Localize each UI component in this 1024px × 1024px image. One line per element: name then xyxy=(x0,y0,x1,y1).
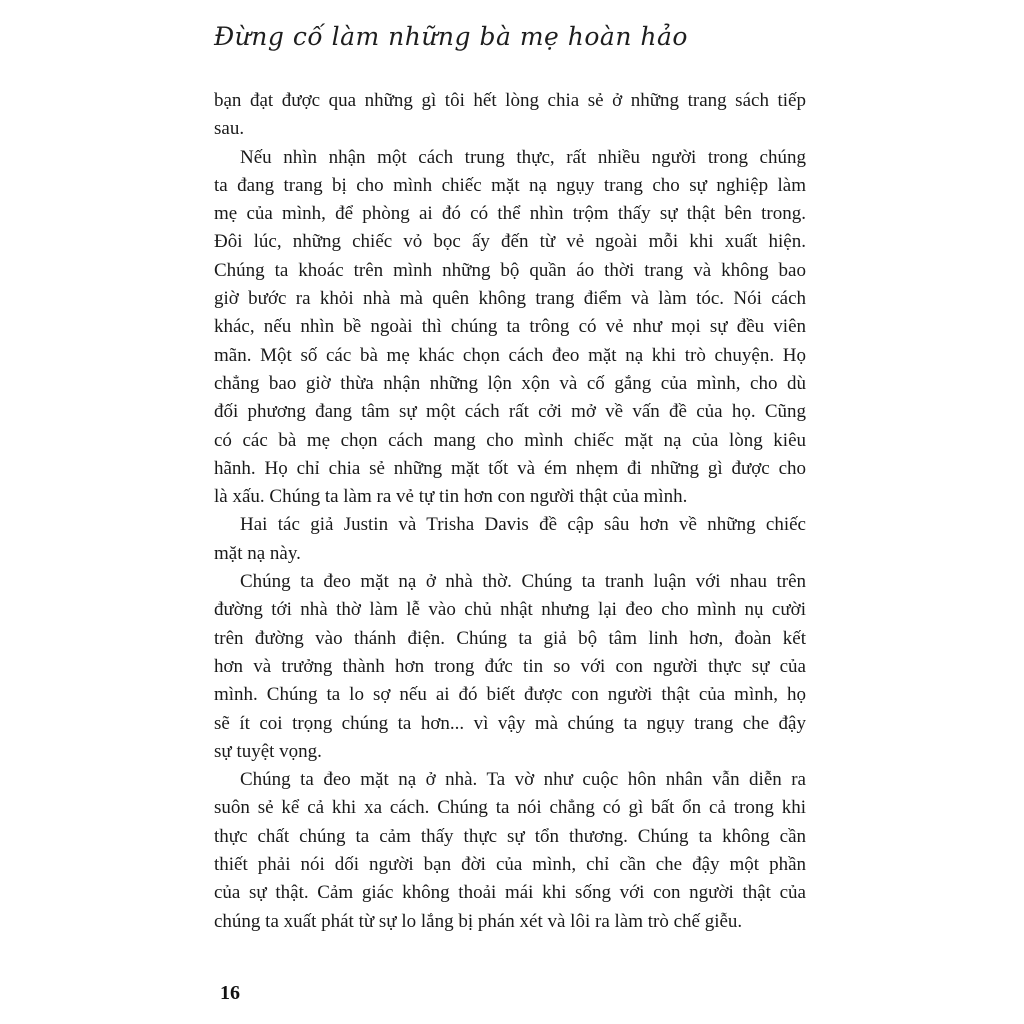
text-line: của sự thật. Cảm giác không thoải mái khi sống với con người thật của xyxy=(214,882,806,904)
text-line: là xấu. Chúng ta làm ra vẻ tự tin hơn con người thật của mình. xyxy=(214,486,688,508)
text-line: Chúng ta đeo mặt nạ ở nhà thờ. Chúng ta tranh luận với nhau trên xyxy=(240,571,806,593)
text-line: sau. xyxy=(214,118,245,140)
paragraph xyxy=(214,766,806,936)
paragraph xyxy=(214,511,806,568)
text-line: mặt nạ này. xyxy=(214,542,301,564)
text-line: hãnh. Họ chỉ chia sẻ những mặt tốt và ém nhẹm đi những gì được cho xyxy=(214,457,806,479)
text-line: chúng ta xuất phát từ sự lo lắng bị phán xét và lôi ra làm trò chế giễu. xyxy=(214,910,743,932)
text-line: sẽ ít coi trọng chúng ta hơn... vì vậy mà chúng ta ngụy trang che đậy xyxy=(214,712,806,734)
text-line: Đôi lúc, những chiếc vỏ bọc ấy đến từ vẻ ngoài mỗi khi xuất hiện. xyxy=(214,231,806,253)
text-line: sự tuyệt vọng. xyxy=(214,740,322,762)
paragraph xyxy=(214,144,806,512)
text-line: khác, nếu nhìn bề ngoài thì chúng ta trông có vẻ như mọi sự đều viên xyxy=(214,316,806,338)
text-line: thiết phải nói dối người bạn đời của mình, chỉ cần che đậy một phần xyxy=(214,854,806,876)
text-line: bạn đạt được qua những gì tôi hết lòng chia sẻ ở những trang sách tiếp xyxy=(214,90,806,111)
text-line: mẹ của mình, để phòng ai đó có thể nhìn trộm thấy sự thật bên trong. xyxy=(214,203,806,225)
page-number: 16 xyxy=(220,982,240,1004)
text-line: mình. Chúng ta lo sợ nếu ai đó biết được con người thật của mình, họ xyxy=(214,684,806,706)
text-line: Chúng ta khoác trên mình những bộ quần áo thời trang và không bao xyxy=(214,259,806,281)
running-header: Đừng cố làm những bà mẹ hoàn hảo xyxy=(214,22,688,51)
paragraph xyxy=(214,87,806,144)
text-line: trên đường vào thánh điện. Chúng ta giả bộ tâm linh hơn, đoàn kết xyxy=(214,627,806,649)
text-line: hơn và trưởng thành hơn trong đức tin so với con người thực sự của xyxy=(214,655,806,677)
text-line: Chúng ta đeo mặt nạ ở nhà. Ta vờ như cuộc hôn nhân vẫn diễn ra xyxy=(240,769,806,791)
text-line: có các bà mẹ chọn cách mang cho mình chiếc mặt nạ của lòng kiêu xyxy=(214,429,806,451)
text-line: đường tới nhà thờ làm lễ vào chủ nhật nhưng lại đeo cho mình nụ cười xyxy=(214,599,806,621)
text-line: đối phương đang tâm sự một cách rất cởi mở về vấn đề của họ. Cũng xyxy=(214,401,806,423)
paragraph xyxy=(214,568,806,766)
text-line: mãn. Một số các bà mẹ khác chọn cách đeo mặt nạ khi trò chuyện. Họ xyxy=(214,344,806,366)
text-line: Nếu nhìn nhận một cách trung thực, rất nhiều người trong chúng xyxy=(240,146,806,168)
text-line: thực chất chúng ta cảm thấy thực sự tổn thương. Chúng ta không cần xyxy=(214,825,806,847)
body-text xyxy=(214,87,806,936)
text-line: giờ bước ra khỏi nhà mà quên không trang điểm và làm tóc. Nói cách xyxy=(214,288,806,310)
text-line: chẳng bao giờ thừa nhận những lộn xộn và cố gắng của mình, cho dù xyxy=(214,372,806,394)
text-line: Hai tác giả Justin và Trisha Davis đề cập sâu hơn về những chiếc xyxy=(240,514,806,536)
text-line: suôn sẻ kể cả khi xa cách. Chúng ta nói chẳng có gì bất ổn cả trong khi xyxy=(214,797,806,819)
text-line: ta đang trang bị cho mình chiếc mặt nạ ngụy trang cho sự nghiệp làm xyxy=(214,174,806,196)
